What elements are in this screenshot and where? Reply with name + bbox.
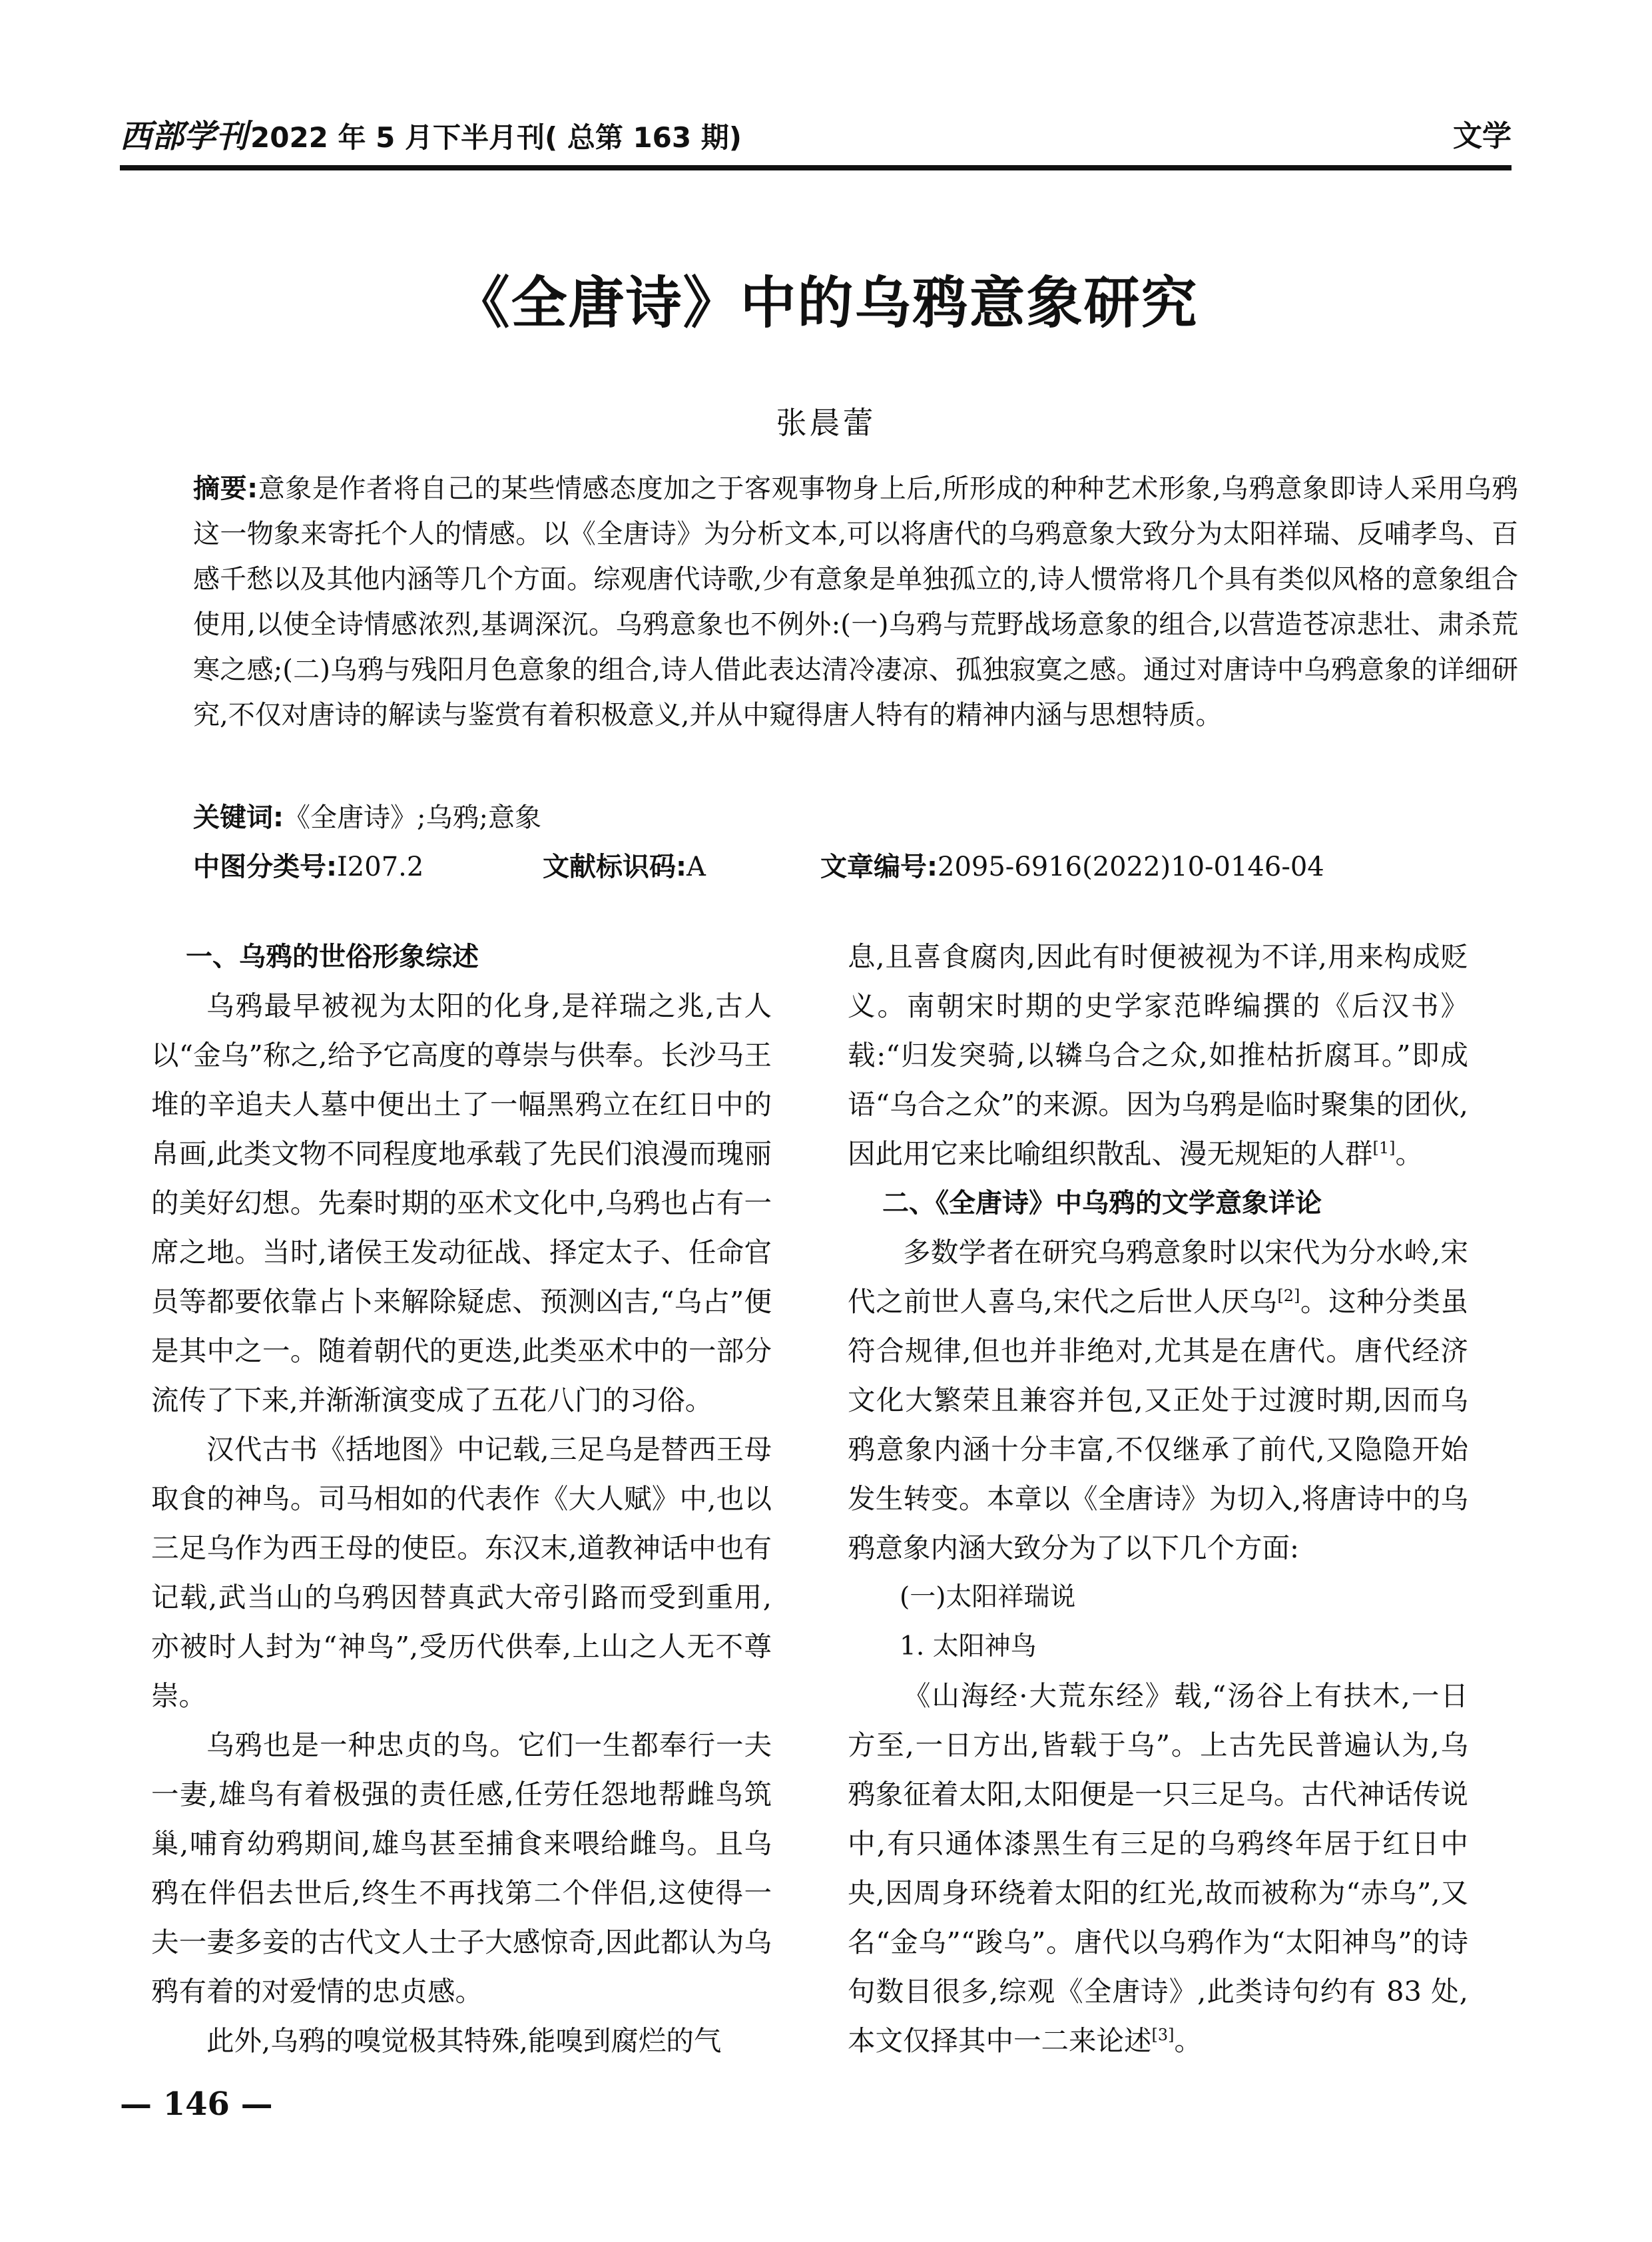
running-header — [120, 113, 1512, 160]
right-column — [848, 932, 1468, 2066]
punctuation: 。 — [1395, 1137, 1424, 1170]
subsection-heading: 1. 太阳神鸟 — [900, 1631, 1037, 1661]
article-number — [820, 847, 1324, 887]
section-heading-2: 二、《全唐诗》中乌鸦的文学意象详论 — [882, 1188, 1322, 1219]
paragraph — [848, 932, 1468, 1179]
classification-label: 中图分类号: — [193, 852, 337, 882]
keywords-text: 《全唐诗》;乌鸦;意象 — [284, 802, 541, 833]
doc-code-text: A — [687, 852, 706, 882]
paragraph: 此外,乌鸦的嗅觉极其特殊,能嗅到腐烂的气 — [206, 2024, 722, 2057]
section-heading-1: 一、乌鸦的世俗形象综述 — [186, 942, 479, 972]
abstract-label: 摘要: — [193, 473, 258, 504]
subsection-heading: (一)太阳祥瑞说 — [900, 1582, 1076, 1612]
paragraph-text: 《山海经·大荒东经》载,“汤谷上有扶木,一日方至,一日方出,皆载于乌”。上古先民普遍认为,乌鸦象征着太阳,太阳便是一只三足乌。古代神话传说中,有只通体漆黑生有三足的乌鸦终年居于红日中央,因周身环绕着太阳的红光,故而被称为“赤乌”,又名“金乌”“踆乌”。唐代以乌鸦作为“太阳神鸟”的诗句数目很多,综观《全唐诗》,此类诗句约有 83 处,本文仅择其中一二来论述 — [848, 1679, 1468, 2057]
section-label: 文学 — [1453, 119, 1512, 153]
document-code — [543, 847, 706, 887]
page-number: — 146 — — [120, 2086, 273, 2123]
journal-info — [120, 113, 742, 161]
keywords — [193, 798, 541, 838]
classification-text: I207.2 — [337, 852, 424, 882]
citation-ref: [1] — [1372, 1139, 1396, 1158]
left-column — [151, 932, 772, 2066]
header-rule — [120, 165, 1512, 170]
paragraph: 乌鸦最早被视为太阳的化身,是祥瑞之兆,古人以“金乌”称之,给予它高度的尊崇与供奉。长沙马王堆的辛追夫人墓中便出土了一幅黑鸦立在红日中的帛画,此类文物不同程度地承载了先民们浪漫而瑰丽的美好幻想。先秦时期的巫术文化中,乌鸦也占有一席之地。当时,诸侯王发动征战、择定太子、任命官员等都要依靠占卜来解除疑虑、预测凶吉,“乌占”便是其中之一。随着朝代的更迭,此类巫术中的一部分流传了下来,并渐渐演变成了五花八门的习俗。 — [151, 989, 772, 1416]
issue-info: 2022 年 5 月下半月刊( 总第 163 期) — [250, 121, 742, 154]
paragraph-text: 。这种分类虽符合规律,但也并非绝对,尤其是在唐代。唐代经济文化大繁荣且兼容并包,又正处于过渡时期,因而乌鸦意象内涵十分丰富,不仅继承了前代,又隐隐开始发生转变。本章以《全唐诗》为切入,将唐诗中的乌鸦意象内涵大致分为了以下几个方面: — [848, 1285, 1468, 1564]
author-name: 张晨蕾 — [776, 405, 876, 441]
article-no-text: 2095-6916(2022)10-0146-04 — [938, 852, 1324, 882]
paragraph-text: 多数学者在研究乌鸦意象时以宋代为分水岭,宋代之前世人喜乌,宋代之后世人厌乌 — [848, 1236, 1468, 1318]
punctuation: 。 — [1174, 2024, 1203, 2057]
doc-code-label: 文献标识码: — [543, 852, 687, 882]
paragraph — [848, 1228, 1468, 1573]
article-title: 《全唐诗》中的乌鸦意象研究 — [453, 270, 1199, 336]
keywords-label: 关键词: — [193, 802, 284, 833]
citation-ref: [2] — [1277, 1286, 1300, 1306]
paragraph — [848, 1671, 1468, 2066]
citation-ref: [3] — [1151, 2026, 1175, 2045]
classification-number — [193, 847, 423, 887]
abstract — [193, 466, 1518, 738]
paragraph: 乌鸦也是一种忠贞的鸟。它们一生都奉行一夫一妻,雄鸟有着极强的责任感,任劳任怨地帮雌鸟筑巢,哺育幼鸦期间,雄鸟甚至捕食来喂给雌鸟。且乌鸦在伴侣去世后,终生不再找第二个伴侣,这使得一夫一妻多妾的古代文人士子大感惊奇,因此都认为乌鸦有着的对爱情的忠贞感。 — [151, 1729, 772, 2008]
abstract-text: 意象是作者将自己的某些情感态度加之于客观事物身上后,所形成的种种艺术形象,乌鸦意象即诗人采用乌鸦这一物象来寄托个人的情感。以《全唐诗》为分析文本,可以将唐代的乌鸦意象大致分为太阳祥瑞、反哺孝鸟、百感千愁以及其他内涵等几个方面。综观唐代诗歌,少有意象是单独孤立的,诗人惯常将几个具有类似风格的意象组合使用,以使全诗情感浓烈,基调深沉。乌鸦意象也不例外:(一)乌鸦与荒野战场意象的组合,以营造苍凉悲壮、肃杀荒寒之感;(二)乌鸦与残阳月色意象的组合,诗人借此表达清冷凄凉、孤独寂寞之感。通过对唐诗中乌鸦意象的详细研究,不仅对唐诗的解读与鉴赏有着积极意义,并从中窥得唐人特有的精神内涵与思想特质。 — [193, 473, 1518, 730]
journal-logo: 西部学刊 — [120, 118, 248, 155]
paragraph-text: 息,且喜食腐肉,因此有时便被视为不详,用来构成贬义。南朝宋时期的史学家范晔编撰的《后汉书》载:“归发突骑,以辚乌合之众,如推枯折腐耳。”即成语“乌合之众”的来源。因为乌鸦是临时聚集的团伙,因此用它来比喻组织散乱、漫无规矩的人群 — [848, 940, 1468, 1170]
paragraph: 汉代古书《括地图》中记载,三足乌是替西王母取食的神鸟。司马相如的代表作《大人赋》中,也以三足乌作为西王母的使臣。东汉末,道教神话中也有记载,武当山的乌鸦因替真武大帝引路而受到重用,亦被时人封为“神鸟”,受历代供奉,上山之人无不尊崇。 — [151, 1433, 772, 1712]
article-no-label: 文章编号: — [820, 852, 938, 882]
